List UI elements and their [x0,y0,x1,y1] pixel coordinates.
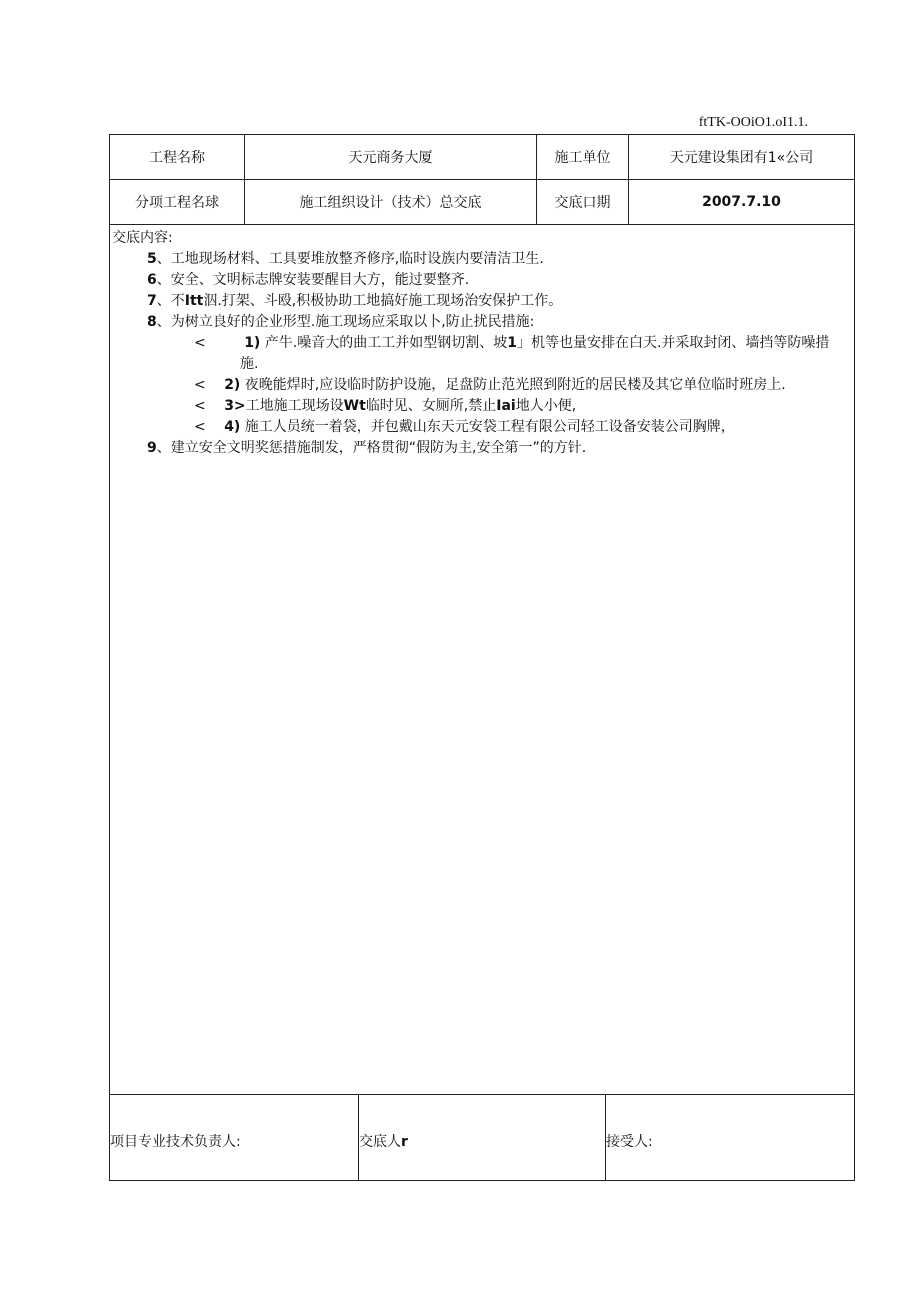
sub-item-2: < 2) 夜晚能焊时,应设临时防护设施，足盘防止范光照到附近的居民楼及其它单位临时班房上. [194,377,786,393]
document-number: ftTK-OOiO1.oI1.1. [698,115,808,130]
tech-lead-label: 项目专业技术负责人: [110,1134,241,1150]
project-name-value: 天元商务大厦 [245,135,537,179]
project-name-label: 工程名称 [110,135,245,179]
header-row-1 [110,135,854,180]
sub-project-label: 分项工程名球 [110,180,245,224]
date-value: 2007.7.10 [702,194,781,210]
tech-lead-cell[interactable] [110,1095,359,1180]
construction-unit-label: 施工单位 [537,135,629,179]
date-label: 交底口期 [537,180,629,224]
construction-unit-value: 天元建设集团有1«公司 [669,150,814,166]
content-item-8: 8、为树立良好的企业形型.施工现场应采取以卜,防止扰民措施: [147,314,535,330]
signature-row [110,1095,854,1180]
disclosure-form [109,134,855,1181]
content-item-6: 6、安全、文明标志牌安装要醒目大方，能过要整齐. [147,272,470,288]
content-area [110,225,854,1095]
receiver-label: 接受人: [606,1134,653,1150]
content-item-7: 7、不Itt泅.打架、斗殴,积极协助工地搞好施工现场治安保护工作。 [147,293,563,309]
content-label: 交底内容: [112,230,173,246]
discloser-cell[interactable] [359,1095,606,1180]
sub-item-4: < 4) 施工人员统一着袋，并包戴山东天元安袋工程有限公司轻工设备安装公司胸牌， [194,419,735,435]
content-item-5: 5、工地现场材料、工具要堆放整齐修序,临时设族内要清洁卫生. [147,251,544,267]
discloser-label: 交底人r [359,1134,408,1150]
sub-item-1-continued: 施. [240,356,259,372]
content-item-9: 9、建立安全文明奖惩措施制发，严格贯彻“假防为主,安全第一”的方针. [147,440,587,456]
receiver-cell[interactable] [606,1095,854,1180]
sub-item-1: < 1) 产牛.噪音大的曲工工并如型钢切割、坡1」机等也量安排在白天.并采取封闭、墙挡等防噪措 [194,335,830,351]
sub-project-value: 施工组织设计（技术）总交底 [245,180,537,224]
header-row-2 [110,180,854,225]
sub-item-3: < 3>工地施工现场设Wt临时见、女厕所,禁止Iai地人小便, [194,398,577,414]
